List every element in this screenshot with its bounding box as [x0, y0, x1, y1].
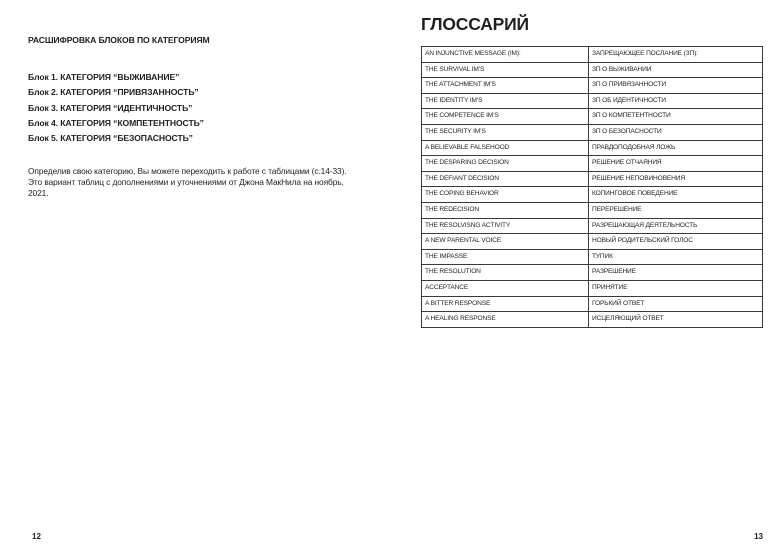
glossary-term-en: THE RESOLVISNG ACTIVITY [422, 218, 589, 234]
glossary-row [422, 187, 763, 203]
glossary-title: ГЛОССАРИЙ [421, 14, 529, 34]
glossary-row [422, 78, 763, 94]
page-number-left: 12 [32, 532, 41, 541]
category-block-item: Блок 4. КАТЕГОРИЯ “КОМПЕТЕНТНОСТЬ” [28, 117, 204, 128]
glossary-term-ru: РЕШЕНИЕ НЕПОВИНОВЕНИЯ [589, 171, 763, 187]
glossary-term-ru: ЗАПРЕЩАЮЩЕЕ ПОСЛАНИЕ (ЗП): [589, 47, 763, 63]
glossary-term-en: THE IMPASSE [422, 249, 589, 265]
glossary-term-en: THE DEFIANT DECISION [422, 171, 589, 187]
glossary-row [422, 47, 763, 63]
glossary-term-ru: РЕШЕНИЕ ОТЧАЯНИЯ [589, 156, 763, 172]
category-block-item: Блок 3. КАТЕГОРИЯ “ИДЕНТИЧНОСТЬ” [28, 102, 193, 113]
glossary-table [421, 46, 763, 328]
glossary-term-ru: НОВЫЙ РОДИТЕЛЬСКИЙ ГОЛОС [589, 234, 763, 250]
glossary-term-en: ACCEPTANCE [422, 280, 589, 296]
glossary-term-en: A NEW PARENTAL VOICE [422, 234, 589, 250]
glossary-row [422, 93, 763, 109]
glossary-term-ru: РАЗРЕШАЮЩАЯ ДЕЯТЕЛЬНОСТЬ [589, 218, 763, 234]
glossary-term-en: THE SECURITY IM’S [422, 124, 589, 140]
glossary-row [422, 265, 763, 281]
glossary-row [422, 296, 763, 312]
category-block-item: Блок 1. КАТЕГОРИЯ “ВЫЖИВАНИЕ” [28, 72, 180, 82]
glossary-table-body [422, 47, 763, 328]
glossary-term-en: THE REDECISION [422, 202, 589, 218]
glossary-term-ru: ПРАВДОПОДОБНАЯ ЛОЖЬ [589, 140, 763, 156]
glossary-term-ru: ЗП О ПРИВЯЗАННОСТИ [589, 78, 763, 94]
glossary-term-en: A BITTER RESPONSE [422, 296, 589, 312]
right-page [388, 0, 776, 547]
intro-paragraph [28, 166, 378, 200]
glossary-term-ru: ТУПИК [589, 249, 763, 265]
glossary-row [422, 62, 763, 78]
glossary-row [422, 109, 763, 125]
glossary-row [422, 249, 763, 265]
glossary-term-en: THE RESOLUTION [422, 265, 589, 281]
glossary-term-en: THE IDENTITY IM’S [422, 93, 589, 109]
glossary-term-en: THE SURVIVAL IM’S [422, 62, 589, 78]
intro-line: Это вариант таблиц с дополнениями и уточнениями от Джона МакНила на ноябрь, [28, 177, 344, 188]
glossary-term-ru: ПЕРЕРЕШЕНИЕ [589, 202, 763, 218]
glossary-term-ru: ЗП О ВЫЖИВАНИИ [589, 62, 763, 78]
glossary-row [422, 218, 763, 234]
glossary-term-en: THE ATTACHMENT IM’S [422, 78, 589, 94]
glossary-term-ru: РАЗРЕШЕНИЕ [589, 265, 763, 281]
glossary-term-en: THE DESPARING DECISION [422, 156, 589, 172]
glossary-row [422, 202, 763, 218]
glossary-term-ru: ЗП О КОМПЕТЕНТНОСТИ [589, 109, 763, 125]
glossary-term-ru: ГОРЬКИЙ ОТВЕТ [589, 296, 763, 312]
category-block-item: Блок 2. КАТЕГОРИЯ “ПРИВЯЗАННОСТЬ” [28, 87, 199, 98]
glossary-term-en: A HEALING RESPONSE [422, 312, 589, 328]
glossary-term-ru: ИСЦЕЛЯЮЩИЙ ОТВЕТ [589, 312, 763, 328]
glossary-term-en: THE COMPETENCE IM’S [422, 109, 589, 125]
glossary-row [422, 124, 763, 140]
glossary-row [422, 171, 763, 187]
glossary-row [422, 280, 763, 296]
glossary-row [422, 140, 763, 156]
category-block-item: Блок 5. КАТЕГОРИЯ “БЕЗОПАСНОСТЬ” [28, 133, 193, 144]
glossary-term-ru: ПРИНЯТИЕ [589, 280, 763, 296]
glossary-term-ru: ЗП ОБ ИДЕНТИЧНОСТИ [589, 93, 763, 109]
section-heading: РАСШИФРОВКА БЛОКОВ ПО КАТЕГОРИЯМ [28, 35, 210, 45]
intro-line: 2021. [28, 188, 49, 199]
glossary-row [422, 312, 763, 328]
glossary-term-en: AN INJUNCTIVE MESSAGE (IM): [422, 47, 589, 63]
glossary-term-ru: КОПИНГОВОЕ ПОВЕДЕНИЕ [589, 187, 763, 203]
glossary-row [422, 234, 763, 250]
category-block-list [28, 70, 204, 146]
page-number-right: 13 [754, 532, 763, 541]
intro-line: Определив свою категорию, Вы можете переходить к работе с таблицами (с.14-33). [28, 166, 347, 176]
glossary-term-en: THE COPING BEHAVIOR [422, 187, 589, 203]
glossary-term-en: A BELIEVABLE FALSEHOOD [422, 140, 589, 156]
glossary-term-ru: ЗП О БЕЗОПАСНОСТИ [589, 124, 763, 140]
glossary-row [422, 156, 763, 172]
